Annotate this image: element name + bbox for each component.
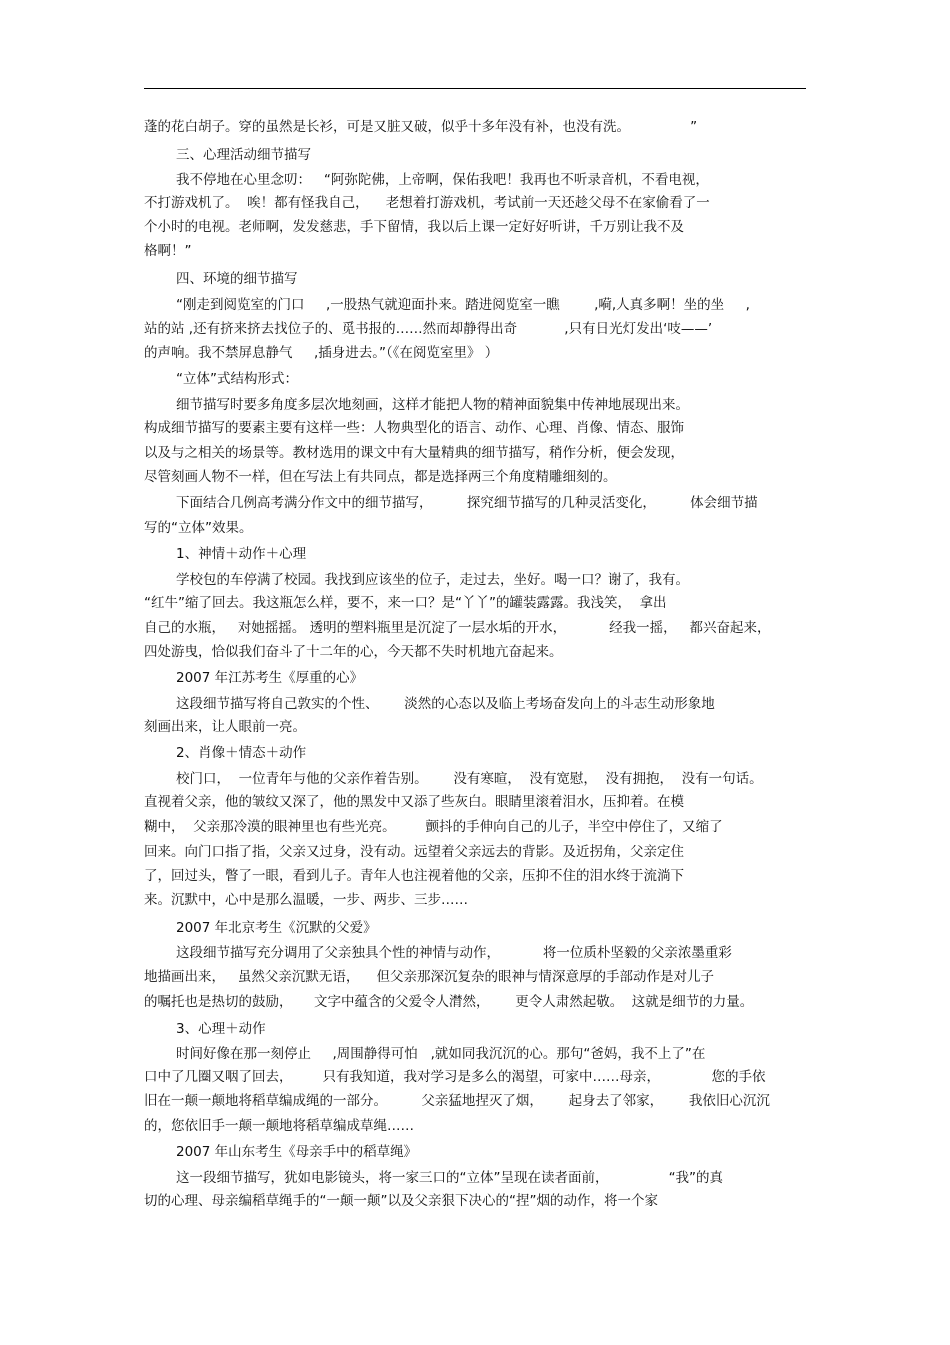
text-line-4: 不打游戏机了。 唉！都有怪我自己， 老想着打游戏机，考试前一天还趁父母不在家偷看了一 xyxy=(144,195,710,211)
section-heading-4: 四、环境的细节描写 xyxy=(176,271,298,287)
section-heading-structure: “立体”式结构形式： xyxy=(176,371,298,387)
subheading-3: 3、心理＋动作 xyxy=(176,1021,266,1037)
text-line-10: 的声响。我不禁屏息静气 ,插身进去。”（《在阅览室里》 ） xyxy=(144,345,499,361)
source-citation-3: 2007 年山东考生《母亲手中的稻草绳》 xyxy=(176,1144,418,1160)
text-line-39: 口中了几圈又咽了回去， 只有我知道，我对学习是多么的渴望，可家中……母亲， 您的手依 xyxy=(144,1069,766,1085)
text-line-8: “刚走到阅览室的门口 ,一股热气就迎面扑来。踏进阅览室一瞧 ,嗬,人真多啊！坐的坐 , xyxy=(176,297,750,313)
section-heading-3: 三、心理活动细节描写 xyxy=(176,147,311,163)
subheading-2: 2、肖像＋情态＋动作 xyxy=(176,745,307,761)
text-line-25: 刻画出来，让人眼前一亮。 xyxy=(144,719,306,735)
text-line-13: 构成细节描写的要素主要有这样一些：人物典型化的语言、动作、心理、肖像、情态、服饰 xyxy=(144,420,684,436)
text-line-15: 尽管刻画人物不一样，但在写法上有共同点，都是选择两三个角度精雕细刻的。 xyxy=(144,469,617,485)
text-line-17: 写的“立体”效果。 xyxy=(144,520,253,536)
text-line-28: 直视着父亲，他的皱纹又深了，他的黑发中又添了些灰白。眼睛里滚着泪水，压抑着。在模 xyxy=(144,794,684,810)
text-line-32: 来。沉默中，心中是那么温暖，一步、两步、三步…… xyxy=(144,892,468,908)
text-line-30: 回来。向门口指了指，父亲又过身，没有动。远望着父亲远去的背影。及近拐角，父亲定住 xyxy=(144,844,684,860)
source-citation-2: 2007 年北京考生《沉默的父爱》 xyxy=(176,920,377,936)
text-line-1: 蓬的花白胡子。穿的虽然是长衫，可是又脏又破，似乎十多年没有补，也没有洗。 ” xyxy=(144,119,698,135)
text-line-31: 了，回过头，瞥了一眼，看到儿子。青年人也注视着他的父亲，压抑不住的泪水终于流淌下 xyxy=(144,868,684,884)
text-line-9: 站的站 ,还有挤来挤去找位子的、觅书报的……然而却静得出奇 ,只有日光灯发出‘吱——’ xyxy=(144,321,713,337)
source-citation-1: 2007 年江苏考生《厚重的心》 xyxy=(176,670,364,686)
text-line-38: 时间好像在那一刻停止 ,周围静得可怕 ,就如同我沉沉的心。那句“爸妈，我不上了”在 xyxy=(176,1046,706,1062)
text-line-20: “红牛”缩了回去。我这瓶怎么样，要不，来一口？是“丫丫”的罐装露露。我浅笑， 拿出 xyxy=(144,595,667,611)
text-line-19: 学校包的车停满了校园。我找到应该坐的位子，走过去，坐好。喝一口？谢了，我有。 xyxy=(176,572,689,588)
subheading-1: 1、神情＋动作＋心理 xyxy=(176,546,307,562)
text-line-35: 地描画出来， 虽然父亲沉默无语， 但父亲那深沉复杂的眼神与情深意厚的手部动作是对儿子 xyxy=(144,969,715,985)
text-line-12: 细节描写时要多角度多层次地刻画，这样才能把人物的精神面貌集中传神地展现出来。 xyxy=(176,397,689,413)
text-line-22: 四处游曳，恰似我们奋斗了十二年的心，今天都不失时机地亢奋起来。 xyxy=(144,644,563,660)
text-line-40: 旧在一颠一颠地将稻草编成绳的一部分。 父亲猛地捏灭了烟， 起身去了邻家， 我依旧心沉沉 xyxy=(144,1093,770,1109)
text-line-29: 糊中， 父亲那冷漠的眼神里也有些光亮。 颤抖的手伸向自己的儿子，半空中停住了，又缩了 xyxy=(144,819,723,835)
text-line-34: 这段细节描写充分调用了父亲独具个性的神情与动作， 将一位质朴坚毅的父亲浓墨重彩 xyxy=(176,945,732,961)
text-line-43: 这一段细节描写，犹如电影镜头，将一家三口的“立体”呈现在读者面前， “我”的真 xyxy=(176,1170,724,1186)
text-line-14: 以及与之相关的场景等。教材选用的课文中有大量精典的细节描写，稍作分析，便会发现， xyxy=(144,445,684,461)
text-line-41: 的，您依旧手一颠一颠地将稻草编成草绳…… xyxy=(144,1118,414,1134)
text-line-3: 我不停地在心里念叨： “阿弥陀佛，上帝啊，保佑我吧！我再也不听录音机，不看电视， xyxy=(176,172,709,188)
text-line-27: 校门口， 一位青年与他的父亲作着告别。 没有寒暄， 没有宽慰， 没有拥抱， 没有一句话。 xyxy=(176,771,763,787)
text-line-44: 切的心理、母亲编稻草绳手的“一颠一颠”以及父亲狠下决心的“捏”烟的动作，将一个家 xyxy=(144,1193,658,1209)
text-line-24: 这段细节描写将自己敦实的个性、 淡然的心态以及临上考场奋发向上的斗志生动形象地 xyxy=(176,696,715,712)
text-line-21: 自己的水瓶， 对她摇摇。 透明的塑料瓶里是沉淀了一层水垢的开水， 经我一摇， 都兴奋起来， xyxy=(144,620,771,636)
text-line-36: 的嘱托也是热切的鼓励， 文字中蕴含的父爱令人潸然， 更令人肃然起敬。 这就是细节的力量。 xyxy=(144,994,754,1010)
text-line-16: 下面结合几例高考满分作文中的细节描写， 探究细节描写的几种灵活变化， 体会细节描 xyxy=(176,495,758,511)
text-line-5: 个小时的电视。老师啊，发发慈悲，手下留情，我以后上课一定好好听讲，千万别让我不及 xyxy=(144,219,684,235)
text-line-6: 格啊！” xyxy=(144,243,192,259)
header-rule xyxy=(144,88,806,89)
